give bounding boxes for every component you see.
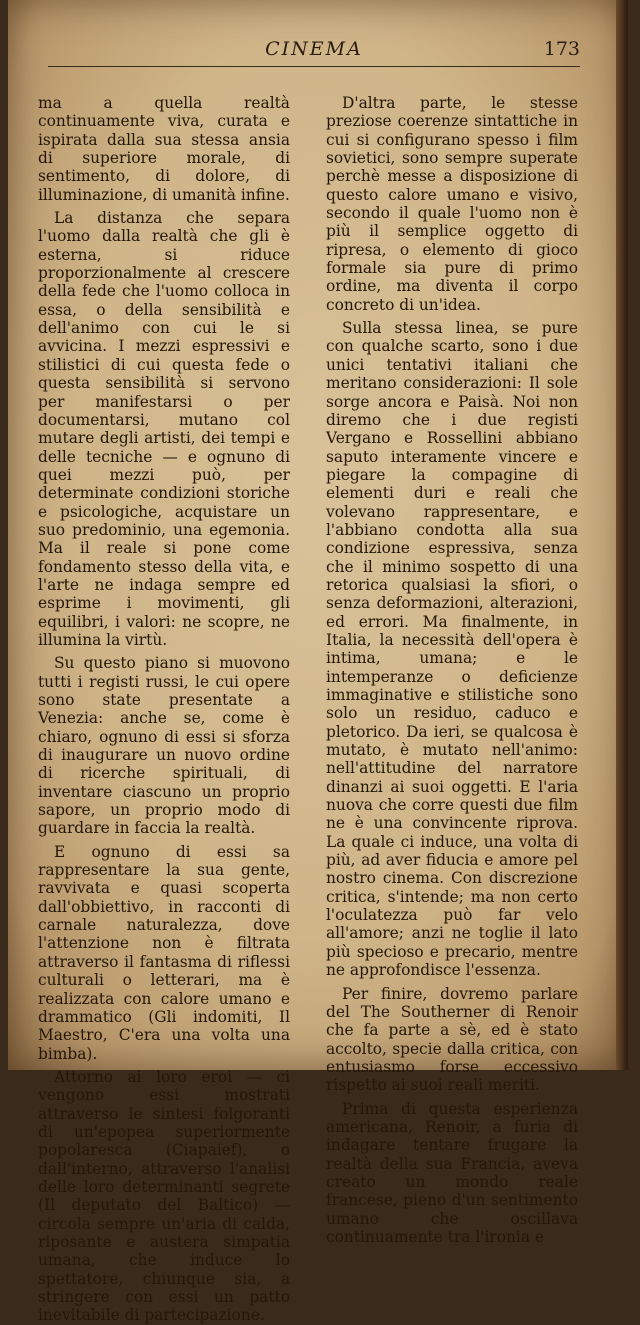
paragraph: Prima di questa esperienza americana, Renoir, a furia di indagare tentare frugare la realtà della sua Francia, aveva creato un mondo reale francese, pieno d'un sentimento umano che oscillava continuamente tra l'ironia e <box>326 1099 578 1246</box>
paragraph: Attorno ai loro eroi — ci vengono essi mostrati attraverso le sintesi folgoranti di un'epopea superiormente popolaresca (Ciapaief), o dall'interno, attraverso l'analisi delle loro determinanti segrete (Il deputato del Baltico) — circola sempre un'aria di calda, riposante e austera simpatia umana, che induce lo spettatore, chiunque sia, a stringere con essi un patto inevitabile di partecipazione. <box>38 1067 290 1325</box>
paragraph: Sulla stessa linea, se pure con qualche scarto, sono i due unici tentativi italiani che meritano considerazioni: Il sole sorge ancora e Paisà. Noi non diremo che i due registi Vergano e Rossellini abbiano saputo interamente vincere e piegare la compagine di elementi duri e reali che volevano rappresentare, e l'abbiano condotta alla sua condizione espressiva, senza che il minimo sospetto di una retorica qualsiasi la sfiori, o senza deformazioni, alterazioni, ed errori. Ma finalmente, in Italia, la necessità dell'opera è intima, umana; e le intemperanze o deficienze immaginative e stilistiche sono solo un residuo, caduco e pletorico. Da ieri, se qualcosa è mutato, è mutato nell'animo: nell'attitudine del narratore dinanzi ai suoi oggetti. E l'aria nuova che corre questi due film ne è una convincente riprova. La quale ci induce, una volta di più, ad aver fiducia e amore pel nostro cinema. Con discrezione critica, s'intende; ma non certo l'oculatezza può far velo all'amore; anzi ne toglie il lato più specioso e precario, mentre ne approfondisce l'essenza. <box>326 319 578 980</box>
page-number: 173 <box>543 38 580 60</box>
paragraph: Per finire, dovremo parlare del The Southerner di Renoir che fa parte a sè, ed è stato accolto, specie dalla critica, con entusiasmo forse eccessivo rispetto ai suoi reali meriti. <box>326 984 578 1095</box>
right-column <box>326 94 578 1246</box>
paragraph: ma a quella realtà continuamente viva, curata e ispirata dalla sua stessa ansia di superiore morale, di sentimento, di dolore, di illuminazione, di umanità infine. <box>38 94 290 204</box>
left-column <box>38 94 290 1325</box>
header-title: CINEMA <box>265 38 363 60</box>
running-header <box>48 36 580 67</box>
paragraph: E ognuno di essi sa rappresentare la sua gente, ravvivata e quasi scoperta dall'obbiettivo, in racconti di carnale naturalezza, dove l'attenzione non è filtrata attraverso il fantasma di riflessi culturali o letterari, ma è realizzata con calore umano e drammatico (Gli indomiti, Il Maestro, C'era una volta una bimba). <box>38 842 290 1063</box>
book-page <box>8 0 628 1325</box>
paragraph: Su questo piano si muovono tutti i registi russi, le cui opere sono state presentate a Venezia: anche se, come è chiaro, ognuno di essi si sforza di inaugurare un nuovo ordine di ricerche spirituali, di inventare ciascuno un proprio sapore, un proprio modo di guardare in faccia la realtà. <box>38 654 290 838</box>
page-edge <box>616 0 628 1070</box>
paragraph: La distanza che separa l'uomo dalla realtà che gli è esterna, si riduce proporzionalmente al crescere della fede che l'uomo colloca in essa, o della sensibilità e dell'animo con cui le si avvicina. I mezzi espressivi e stilistici di cui questa fede o questa sensibilità si servono per manifestarsi o per documentarsi, mutano col mutare degli artisti, dei tempi e delle tecniche — e ognuno di quei mezzi può, per determinate condizioni storiche e psicologiche, acquistare un suo predominio, una egemonia. Ma il reale si pone come fondamento stesso della vita, e l'arte ne indaga sempre ed esprime i movimenti, gli equilibri, i valori: ne scopre, ne illumina la virtù. <box>38 209 290 649</box>
paragraph: D'altra parte, le stesse preziose coerenze sintattiche in cui si configurano spesso i film sovietici, sono sempre superate perchè messe a disposizione di questo calore umano e visivo, secondo il quale l'uomo non è più il semplice oggetto di ripresa, o elemento di gioco formale sia pure di primo ordine, ma diventa il corpo concreto di un'idea. <box>326 94 578 314</box>
